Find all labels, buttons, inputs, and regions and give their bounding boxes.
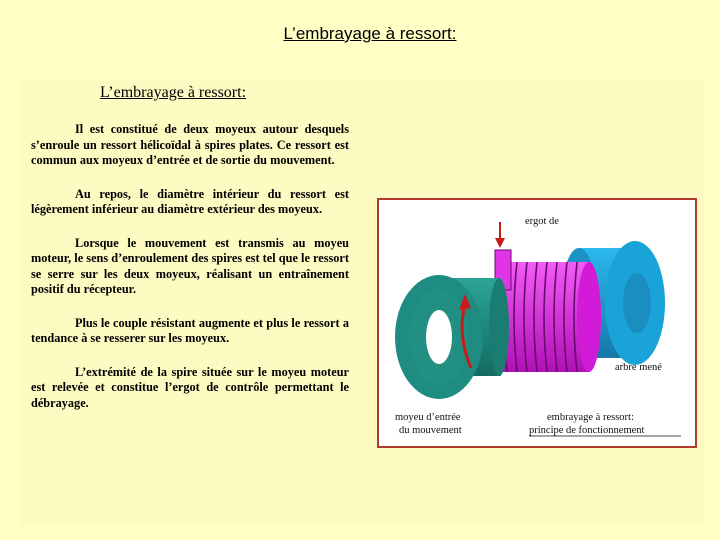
document-body bbox=[31, 122, 349, 429]
paragraph: Plus le couple résistant augmente et plus le ressort a tendance à se resserer sur les moyeux. bbox=[31, 315, 349, 345]
label-arbre-mene: arbre mené bbox=[615, 362, 662, 373]
slide-title: L’embrayage à ressort: bbox=[283, 24, 457, 43]
document-title: L’embrayage à ressort: bbox=[100, 84, 247, 101]
caption-line2: principe de fonctionnement bbox=[529, 425, 645, 436]
label-moyeu-line1: moyeu d’entrée bbox=[395, 412, 461, 423]
label-ergot: ergot de bbox=[525, 216, 559, 227]
spring-clutch-illustration bbox=[379, 200, 695, 446]
paragraph: L’extrémité de la spire située sur le moyeu moteur est relevée et constitue l’ergot de contrôle permettant le débrayage. bbox=[31, 364, 349, 410]
caption-line1: embrayage à ressort: bbox=[547, 412, 634, 423]
paragraph: Il est constitué de deux moyeux autour desquels s’enroule un ressort hélicoïdal à spires plates. Ce ressort est commun aux moyeux d’entrée et de sortie du mouvement. bbox=[31, 122, 349, 167]
label-moyeu-line2: du mouvement bbox=[399, 425, 462, 436]
spring bbox=[495, 250, 601, 372]
ergot-pointer-arrow bbox=[495, 222, 505, 248]
paragraph: Lorsque le mouvement est transmis au moyeu moteur, le sens d’enroulement des spires est tel que le ressort se serre sur les deux moyeux, réalisant un entraînement positif du récepteur. bbox=[31, 235, 349, 296]
paragraph: Au repos, le diamètre intérieur du ressort est légèrement inférieur au diamètre extérieur des moyeux. bbox=[31, 186, 349, 216]
input-hub bbox=[395, 275, 509, 399]
spring-clutch-figure bbox=[377, 198, 697, 448]
